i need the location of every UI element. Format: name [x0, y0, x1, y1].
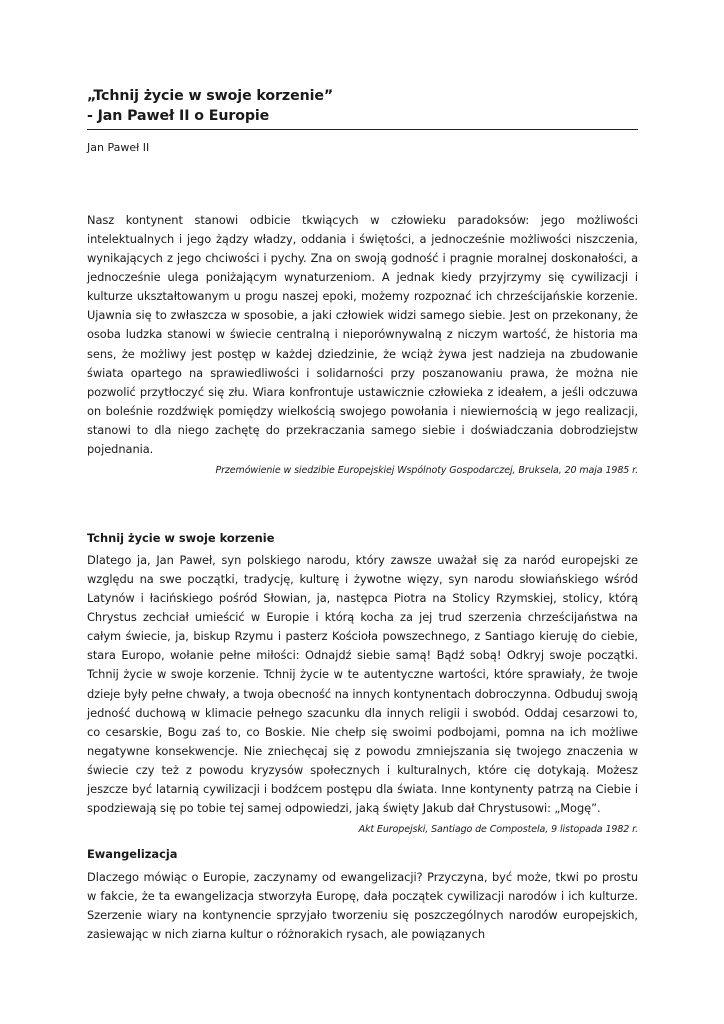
korzenie-paragraph: Dlatego ja, Jan Paweł, syn polskiego narodu, który zawsze uważał się za naród europejski ze względu na swe początki, tradycję, kulturę i żywotne więzy, syn narodu słowiańskiego wśród Latynów i łacińskiego pośród Słowian, ja, następca Piotra na Stolicy Rzymskiej, stolicy, którą Chrystus zechciał umieścić w Europie i którą kocha za jej trud szerzenia chrześcijaństwa na całym świecie, ja, biskup Rzymu i pasterz Kościoła powszechnego, z Santiago kieruję do ciebie, stara Europo, wołanie pełne miłości: Odnajdź siebie samą! Bądź sobą! Odkryj swoje początki. Tchnij życie w swoje korzenie. Tchnij życie w te autentyczne wartości, które sprawiały, że twoje dzieje były pełne chwały, a twoja obecność na innych kontynentach dobroczynna. Odbuduj swoją jedność duchową w klimacie pełnego szacunku dla innych religii i swobód. Oddaj cesarzowi to, co cesarskie, Bogu zaś to, co Boskie. Nie chełp się swoimi podbojami, pomna na ich możliwe negatywne konsekwencje. Nie zniechęcaj się z powodu zmniejszania się twojego znaczenia w świecie czy też z powodu kryzysów społecznych i kulturalnych, które cię dotykają. Możesz jeszcze być latarnią cywilizacji i bodźcem postępu dla świata. Inne kontynenty patrzą na Ciebie i spodziewają się po tobie tej samej odpowiedzi, jaką święty Jakub dał Chrystusowi: „Mogę”. — [87, 553, 638, 816]
author-name: Jan Paweł II — [87, 141, 150, 154]
document-title — [87, 86, 638, 130]
title-line-2: - Jan Paweł II o Europie — [87, 108, 270, 124]
intro-paragraph: Nasz kontynent stanowi odbicie tkwiących w człowieku paradoksów: jego możliwości intelektualnych i jego żądzy władzy, oddania i świętości, a jednocześnie możliwości niszczenia, wynikających z jego chciwości i pychy. Zna on swoją godność i pragnie moralnej doskonałości, a jednocześnie ulega poniżającym wynaturzeniom. A jednak kiedy przyjrzymy się cywilizacji i kulturze ukształtowanym u progu naszej epoki, możemy rozpoznać ich chrześcijańskie korzenie. Ujawnia się to zwłaszcza w sposobie, a jaki człowiek widzi samego siebie. Jest on przekonany, że osoba ludzka stanowi w świecie centralną i nieporównywalną z niczym wartość, że historia ma sens, że możliwy jest postęp w każdej dziedzinie, że wciąż żywa jest nadzieja na zbudowanie świata opartego na sprawiedliwości i solidarności przy poszanowaniu prawa, że można nie pozwolić przytłoczyć się złu. Wiara konfrontuje ustawicznie człowieka z ideałem, a jeśli odczuwa on boleśnie rozdźwięk pomiędzy wielkością swojego powołania i niewiernością w jego realizacji, stanowi to dla niego zachętę do przekraczania samego siebie i doświadczania dobrodziejstw pojednania. — [87, 213, 638, 456]
ewangelizacja-paragraph: Dlaczego mówiąc o Europie, zaczynamy od ewangelizacji? Przyczyna, być może, tkwi po prostu w fakcie, że ta ewangelizacja stworzyła Europę, dała początek cywilizacji narodów i ich kulturze. Szerzenie wiary na kontynencie sprzyjało tworzeniu się poszczególnych narodów europejskich, zasiewając w nich ziarna kultur o różnorakich rysach, ale powiązanych — [87, 870, 638, 942]
intro-source-citation: Przemówienie w siedzibie Europejskiej Wspólnoty Gospodarczej, Bruksela, 20 maja 1985 r. — [215, 465, 638, 477]
document-page — [87, 86, 638, 944]
title-line-1: „Tchnij życie w swoje korzenie” — [87, 88, 334, 104]
section-heading-korzenie: Tchnij życie w swoje korzenie — [87, 531, 275, 546]
korzenie-source-citation: Akt Europejski, Santiago de Compostela, 9 listopada 1982 r. — [358, 824, 638, 836]
section-heading-ewangelizacja: Ewangelizacja — [87, 847, 178, 862]
